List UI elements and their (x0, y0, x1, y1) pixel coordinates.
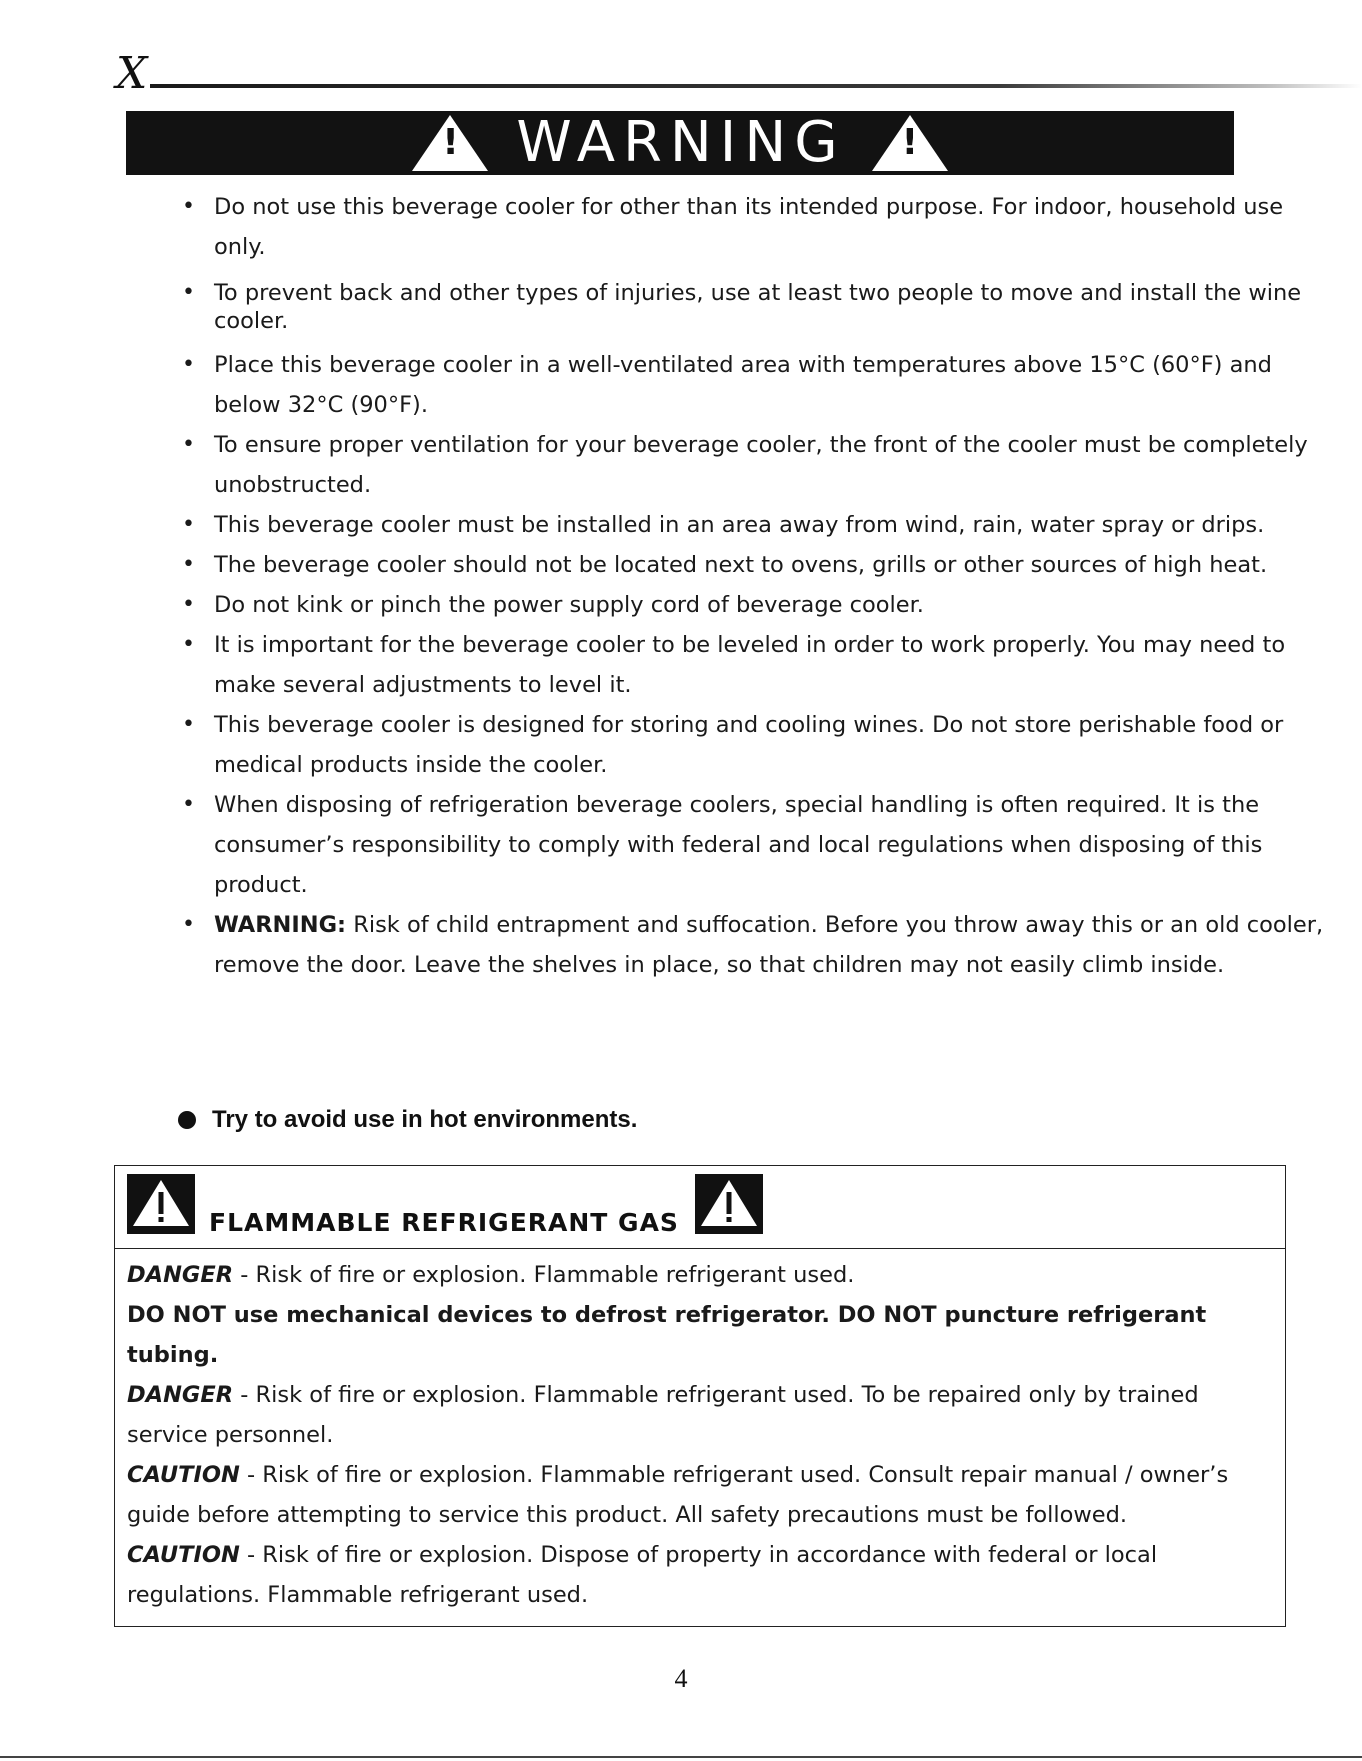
caution-line: CAUTION - Risk of fire or explosion. Flammable refrigerant used. Consult repair manual / owner’s guide before attempting to service this product. All safety precautions must be followed. (127, 1462, 1229, 1528)
list-item: • When disposing of refrigeration beverage coolers, special handling is often required. It is the consumer’s responsibility to comply with federal and local regulations when disposing of this product. (182, 785, 1332, 905)
list-item: • To ensure proper ventilation for your beverage cooler, the front of the cooler must be completely unobstructed. (182, 425, 1332, 505)
list-item: • Place this beverage cooler in a well-ventilated area with temperatures above 15°C (60°F) and below 32°C (90°F). (182, 345, 1332, 425)
list-item: • This beverage cooler is designed for storing and cooling wines. Do not store perishable food or medical products inside the cooler. (182, 705, 1332, 785)
flammable-gas-header (115, 1166, 1285, 1249)
warning-label: WARNING: (214, 912, 347, 938)
list-item: • WARNING: Risk of child entrapment and suffocation. Before you throw away this or an old cooler, remove the door. Leave the shelves in place, so that children may not easily climb inside. (182, 905, 1332, 985)
warning-triangle-icon: ! (872, 115, 948, 171)
list-item: • To prevent back and other types of injuries, use at least two people to move and install the wine cooler. (182, 279, 1332, 335)
brand-logo: X (116, 48, 148, 99)
bullet-dot-icon (178, 1111, 196, 1129)
list-item: • Do not use this beverage cooler for other than its intended purpose. For indoor, household use only. (182, 187, 1332, 267)
warning-banner (126, 111, 1234, 175)
warning-list (182, 187, 1332, 985)
header-rule (150, 84, 1362, 88)
warning-title: WARNING (516, 110, 846, 175)
list-item: • It is important for the beverage cooler to be leveled in order to work properly. You may need to make several adjustments to level it. (182, 625, 1332, 705)
list-item: • The beverage cooler should not be located next to ovens, grills or other sources of high heat. (182, 545, 1332, 585)
flammable-gas-body (115, 1249, 1285, 1615)
list-item: • This beverage cooler must be installed in an area away from wind, rain, water spray or drips. (182, 505, 1332, 545)
danger-line: DANGER - Risk of fire or explosion. Flammable refrigerant used. To be repaired only by trained service personnel. (127, 1382, 1199, 1448)
bottom-rule (0, 1756, 1362, 1758)
defrost-warning-line: DO NOT use mechanical devices to defrost refrigerator. DO NOT puncture refrigerant tubing. (127, 1302, 1207, 1368)
caution-line: CAUTION - Risk of fire or explosion. Dispose of property in accordance with federal or local regulations. Flammable refrigerant used. (127, 1542, 1158, 1608)
flammable-gas-title: FLAMMABLE REFRIGERANT GAS (209, 1208, 679, 1237)
danger-line: DANGER - Risk of fire or explosion. Flammable refrigerant used. (127, 1262, 855, 1288)
flammable-gas-box (114, 1165, 1286, 1627)
list-item: • Do not kink or pinch the power supply cord of beverage cooler. (182, 585, 1332, 625)
warning-triangle-icon: ! (412, 115, 488, 171)
page-number: 4 (674, 1664, 688, 1693)
warning-triangle-icon (127, 1174, 195, 1234)
list-item: Try to avoid use in hot environments. (178, 1106, 637, 1134)
warning-triangle-icon (695, 1174, 763, 1234)
